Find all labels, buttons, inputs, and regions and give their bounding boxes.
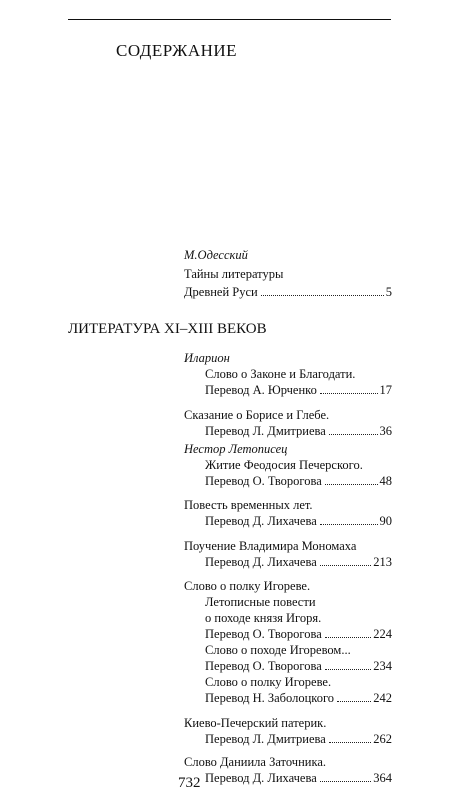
leader-dots <box>325 637 371 638</box>
intro-author: М.Одесский <box>184 248 248 262</box>
entry-page: 234 <box>373 659 392 673</box>
entry-page: 17 <box>379 383 392 397</box>
leader-dots <box>261 295 384 296</box>
intro-page: 5 <box>385 285 392 299</box>
entry-title: Сказание о Борисе и Глебе. <box>184 408 330 422</box>
entry-translator: Перевод О. Творогова <box>205 659 322 673</box>
entry-page: 90 <box>379 514 392 528</box>
intro-title-line1: Тайны литературы <box>184 267 284 281</box>
entry-page: 242 <box>373 691 392 705</box>
leader-dots <box>320 524 378 525</box>
entry-translator: Перевод О. Творогова <box>205 474 322 488</box>
entry-translator-row <box>205 626 392 642</box>
entry-translator-row <box>205 423 392 439</box>
entry-title: Житие Феодосия Печерского. <box>205 458 363 472</box>
entry-translator-row <box>205 473 392 489</box>
entry-title: Повесть временных лет. <box>184 498 313 512</box>
leader-dots <box>337 701 371 702</box>
intro-title-line2-row <box>184 284 392 300</box>
top-rule <box>68 19 391 20</box>
entry-title: Слово Даниила Заточника. <box>184 755 327 769</box>
entry-title: Киево-Печерский патерик. <box>184 716 327 730</box>
entry-translator: Перевод Д. Лихачева <box>205 555 317 569</box>
leader-dots <box>320 565 371 566</box>
leader-dots <box>329 434 378 435</box>
entry-sub-title: Летописные повести <box>205 595 316 609</box>
entry-translator: Перевод О. Творогова <box>205 627 322 641</box>
entry-translator-row <box>205 513 392 529</box>
entry-page: 262 <box>373 732 392 746</box>
leader-dots <box>325 669 371 670</box>
leader-dots <box>320 393 378 394</box>
entry-page: 224 <box>373 627 392 641</box>
leader-dots <box>325 484 378 485</box>
entry-sub-title: о походе князя Игоря. <box>205 611 322 625</box>
leader-dots <box>320 781 371 782</box>
entry-translator-row <box>205 658 392 674</box>
entry-translator: Перевод Л. Дмитриева <box>205 732 326 746</box>
entry-author: Иларион <box>184 351 230 365</box>
entry-translator: Перевод Л. Дмитриева <box>205 424 326 438</box>
entry-page: 48 <box>379 474 392 488</box>
entry-translator: Перевод Н. Заболоцкого <box>205 691 335 705</box>
intro-title-line2: Древней Руси <box>184 285 258 299</box>
entry-title: Слово о полку Игореве. <box>184 579 311 593</box>
entry-title: Поучение Владимира Мономаха <box>184 539 357 553</box>
section-title: ЛИТЕРАТУРА XI–XIII ВЕКОВ <box>68 321 267 337</box>
entry-translator: Перевод А. Юрченко <box>205 383 317 397</box>
entry-translator-row <box>205 554 392 570</box>
entry-translator-row <box>205 731 392 747</box>
page-number: 732 <box>178 775 201 791</box>
entry-translator-row <box>205 382 392 398</box>
entry-translator: Перевод Д. Лихачева <box>205 514 317 528</box>
entry-title: Слово о Законе и Благодати. <box>205 367 356 381</box>
entry-sub-title: Слово о полку Игореве. <box>205 675 332 689</box>
entry-translator-row <box>205 690 392 706</box>
entry-translator-row <box>205 770 392 786</box>
leader-dots <box>329 742 371 743</box>
entry-author: Нестор Летописец <box>184 442 288 456</box>
entry-translator: Перевод Д. Лихачева <box>205 771 317 785</box>
entry-sub-title: Слово о походе Игоревом... <box>205 643 351 657</box>
entry-page: 36 <box>379 424 392 438</box>
entry-page: 364 <box>373 771 392 785</box>
entry-page: 213 <box>373 555 392 569</box>
page-title: СОДЕРЖАНИЕ <box>116 41 238 60</box>
